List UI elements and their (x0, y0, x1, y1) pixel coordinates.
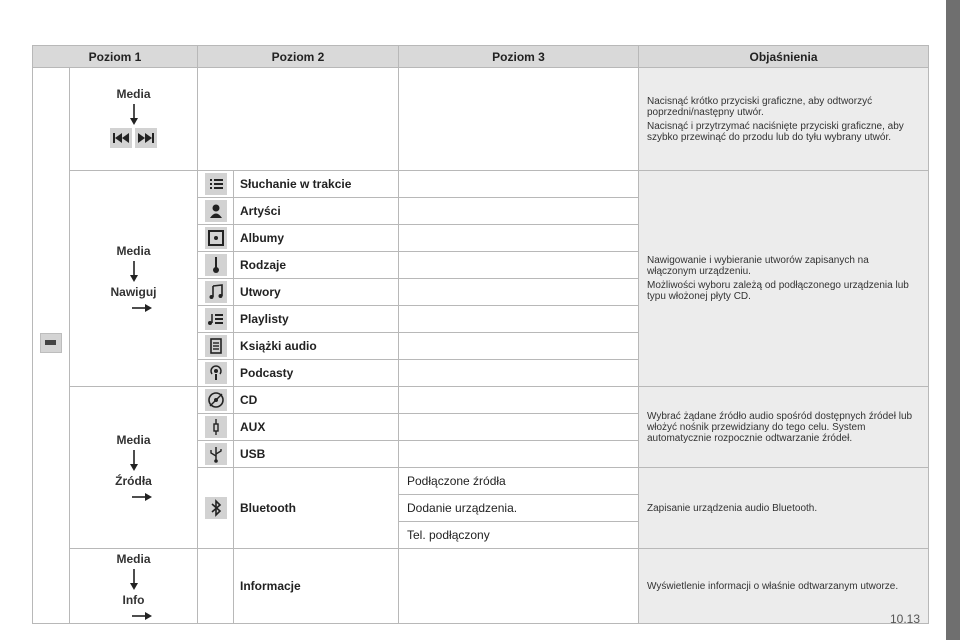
aux-icon (198, 414, 234, 441)
menu-item-cd[interactable]: CD (234, 387, 399, 414)
playlist-icon (198, 306, 234, 333)
menu-item-albumy[interactable]: Albumy (234, 225, 399, 252)
menu-item-sluchanie[interactable]: Słuchanie w trakcie (234, 171, 399, 198)
arrow-down-icon (129, 261, 139, 283)
explanation-media (639, 68, 929, 171)
music-note-icon (198, 279, 234, 306)
usb-icon (198, 441, 234, 468)
arrow-right-icon (132, 611, 152, 621)
explanation-text: Możliwości wyboru zależą od podłączonego urządzenia lub typu włożonej płyty CD. (647, 280, 909, 302)
level3-empty (399, 414, 639, 441)
header-poziom-2: Poziom 2 (198, 46, 399, 68)
table-row-nav (33, 171, 929, 198)
skip-forward-icon (135, 128, 157, 151)
menu-item-informacje[interactable]: Informacje (234, 549, 399, 624)
cd-icon (198, 387, 234, 414)
explanation-info: Wyświetlenie informacji o właśnie odtwarzanym utworze. (639, 549, 929, 624)
menu-item-playlisty[interactable]: Playlisty (234, 306, 399, 333)
level2-label: Media (116, 433, 151, 447)
podcast-icon (198, 360, 234, 387)
explanation-bluetooth: Zapisanie urządzenia audio Bluetooth. (639, 468, 929, 549)
menu-item-utwory[interactable]: Utwory (234, 279, 399, 306)
menu-item-aux[interactable]: AUX (234, 414, 399, 441)
level3-empty (399, 279, 639, 306)
level2-label: Media (116, 551, 151, 566)
level2-info (70, 549, 198, 624)
table-row-sources (33, 387, 929, 414)
menu-item-ksiazki-audio[interactable]: Książki audio (234, 333, 399, 360)
arrow-down-icon (129, 104, 139, 126)
info-icon-empty (198, 549, 234, 624)
menu-table (32, 45, 929, 624)
level3-empty (399, 333, 639, 360)
level3-empty (399, 441, 639, 468)
level2-media-label: Media (116, 87, 151, 101)
explanation-nav (639, 171, 929, 387)
level2-label: Źródła (115, 474, 152, 488)
explanation-sources: Wybrać żądane źródło audio spośród dostępnych źródeł lub włożyć nośnik przewidziany do tego celu. System automatycznie rozpocznie odtwarzanie źródeł. (639, 387, 929, 468)
skip-back-icon (110, 128, 132, 151)
menu-item-rodzaje[interactable]: Rodzaje (234, 252, 399, 279)
level2-zrodla (70, 387, 198, 549)
explanation-text: Nacisnąć i przytrzymać naciśnięte przyciski graficzne, aby szybko przewinąć do przodu lub do tyłu wybrany utwór. (647, 120, 904, 143)
level1-cell (33, 68, 70, 624)
menu-item-usb[interactable]: USB (234, 441, 399, 468)
submenu-item[interactable]: Dodanie urządzenia. (399, 495, 639, 522)
level2-label: Media (116, 244, 151, 258)
table-row-media (33, 68, 929, 171)
level2-label: Nawiguj (110, 285, 157, 299)
level3-empty (399, 171, 639, 198)
submenu-item[interactable]: Tel. podłączony (399, 522, 639, 549)
header-poziom-3: Poziom 3 (399, 46, 639, 68)
right-edge-bar (946, 0, 960, 640)
header-poziom-1: Poziom 1 (33, 46, 198, 68)
level2-media (70, 68, 198, 171)
menu-item-podcasty[interactable]: Podcasty (234, 360, 399, 387)
arrow-right-icon (132, 492, 152, 502)
level3-empty (399, 225, 639, 252)
list-icon (198, 171, 234, 198)
media-button-icon (40, 333, 62, 353)
level3-empty (399, 306, 639, 333)
menu-item-artysci[interactable]: Artyści (234, 198, 399, 225)
level3-empty (399, 198, 639, 225)
table-row-info (33, 549, 929, 624)
artist-icon (198, 198, 234, 225)
level2-nawiguj (70, 171, 198, 387)
level3-empty (399, 252, 639, 279)
level3-empty (399, 68, 639, 171)
level2-label: Info (122, 592, 145, 607)
arrow-down-icon (129, 569, 139, 591)
audiobook-icon (198, 333, 234, 360)
level3-empty (399, 387, 639, 414)
bluetooth-icon (198, 468, 234, 549)
level3-empty (399, 549, 639, 624)
explanation-text: Nacisnąć krótko przyciski graficzne, aby odtworzyć poprzedni/następny utwór. (647, 95, 873, 118)
header-objasnienia: Objaśnienia (639, 46, 929, 68)
level3-empty (399, 360, 639, 387)
explanation-text: Nawigowanie i wybieranie utworów zapisanych na włączonym urządzeniu. (647, 255, 869, 277)
page-number: 10.13 (890, 612, 921, 626)
arrow-right-icon (132, 303, 152, 313)
level2-empty (198, 68, 399, 171)
genre-icon (198, 252, 234, 279)
header-row (33, 46, 929, 68)
arrow-down-icon (129, 450, 139, 472)
submenu-item[interactable]: Podłączone źródła (399, 468, 639, 495)
menu-item-bluetooth[interactable]: Bluetooth (234, 468, 399, 549)
album-icon (198, 225, 234, 252)
